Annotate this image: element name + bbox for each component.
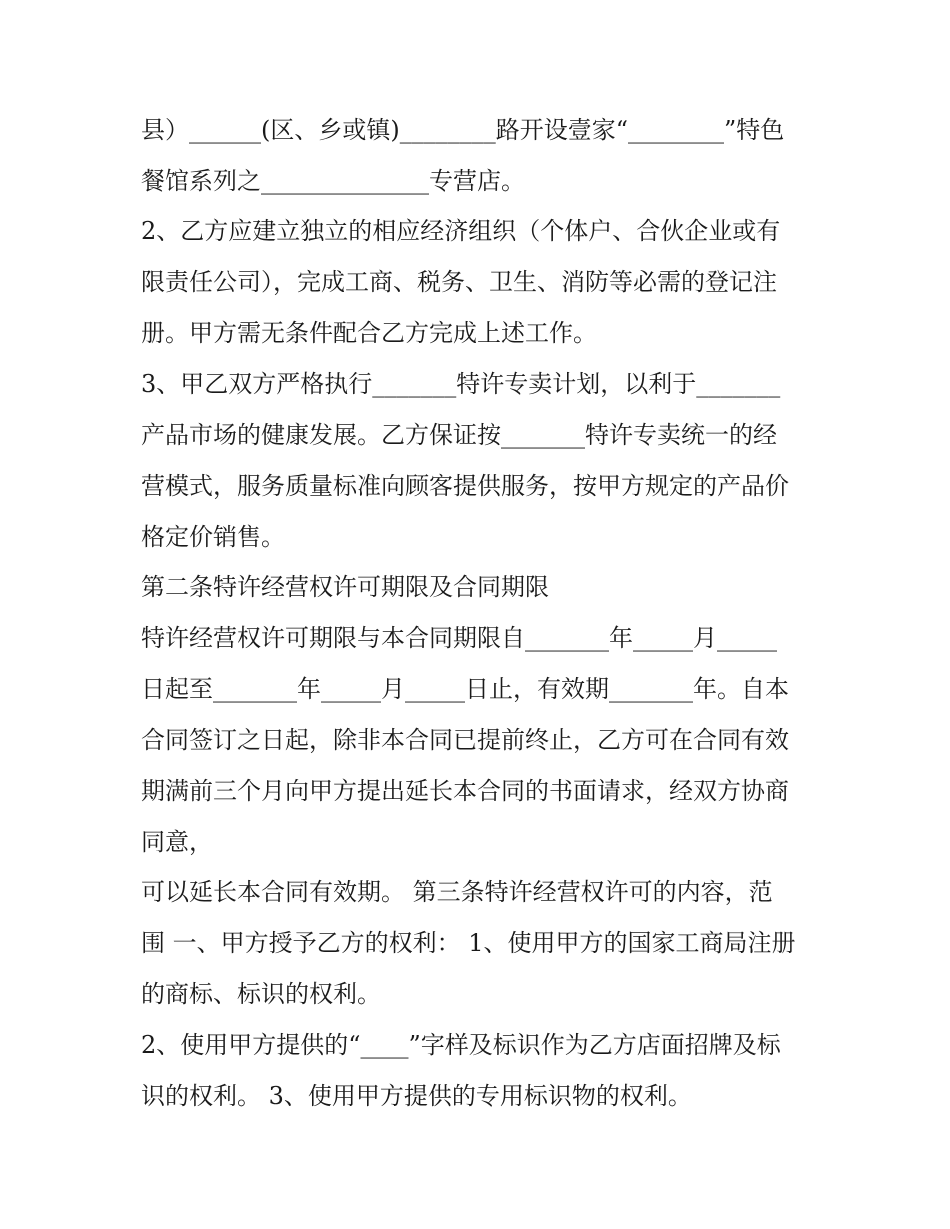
text-line: 格定价销售。 bbox=[141, 523, 285, 551]
text-line: 限责任公司），完成工商、税务、卫生、消防等必需的登记注 bbox=[141, 268, 777, 296]
text-line: 2、乙方应建立独立的相应经济组织（个体户、合伙企业或有 bbox=[141, 217, 781, 245]
text-line: 围 一、甲方授予乙方的权利： 1、使用甲方的国家工商局注册 bbox=[141, 929, 796, 957]
text-line: 营模式，服务质量标准向顾客提供服务，按甲方规定的产品价 bbox=[141, 472, 789, 500]
text-line: 期满前三个月向甲方提出延长本合同的书面请求，经双方协商 bbox=[141, 777, 789, 805]
section-heading: 第二条特许经营权许可期限及合同期限 bbox=[141, 573, 549, 601]
text-line: 2、使用甲方提供的“____”字样及标识作为乙方店面招牌及标 bbox=[141, 1031, 781, 1059]
text-line: 餐馆系列之______________专营店。 bbox=[141, 167, 525, 195]
text-line: 识的权利。 3、使用甲方提供的专用标识物的权利。 bbox=[141, 1082, 692, 1110]
text-line: 3、甲乙双方严格执行_______特许专卖计划，以利于_______ bbox=[141, 370, 781, 398]
text-line: 日起至_______年_____月_____日止，有效期_______年。自本 bbox=[141, 675, 789, 703]
text-line: 同意， bbox=[141, 828, 213, 856]
text-line: 特许经营权许可期限与本合同期限自_______年_____月_____ bbox=[141, 624, 777, 652]
text-line: 产品市场的健康发展。乙方保证按_______特许专卖统一的经 bbox=[141, 421, 777, 449]
text-line: 合同签订之日起，除非本合同已提前终止，乙方可在合同有效 bbox=[141, 726, 789, 754]
text-line: 册。甲方需无条件配合乙方完成上述工作。 bbox=[141, 319, 597, 347]
text-line: 可以延长本合同有效期。 第三条特许经营权许可的内容，范 bbox=[141, 878, 773, 906]
text-line: 县）______(区、乡或镇)________路开设壹家“________”特色 bbox=[141, 116, 785, 144]
text-line: 的商标、标识的权利。 bbox=[141, 980, 381, 1008]
